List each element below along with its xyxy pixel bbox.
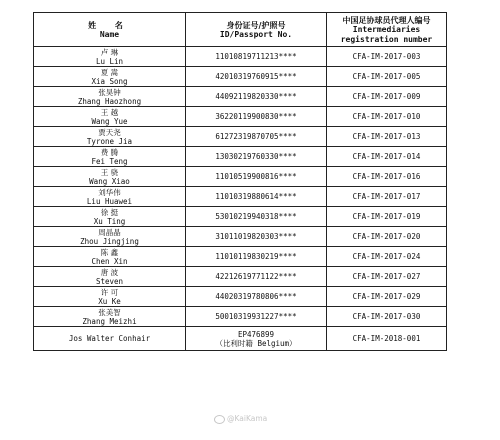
- name-en: Xu Ting: [93, 216, 126, 226]
- registration-cell: CFA-IM-2017-024: [327, 247, 447, 267]
- registration-cell: CFA-IM-2017-016: [327, 167, 447, 187]
- name-en: Chen Xin: [91, 256, 128, 266]
- name-cell: [34, 207, 186, 227]
- name-zh: 唐 波: [100, 267, 119, 277]
- name-zh: 陈 鑫: [100, 247, 119, 257]
- registration-cell: CFA-IM-2017-005: [327, 67, 447, 87]
- registration-cell: CFA-IM-2017-014: [327, 147, 447, 167]
- header-registration: [327, 13, 447, 47]
- id-cell: 44020319780806****: [186, 287, 327, 307]
- weibo-icon: [214, 415, 225, 424]
- header-reg-en-2: registration number: [340, 34, 433, 44]
- registration-cell: CFA-IM-2017-027: [327, 267, 447, 287]
- table-header-row: [34, 13, 447, 47]
- id-cell: [186, 327, 327, 351]
- registration-cell: CFA-IM-2017-010: [327, 107, 447, 127]
- table-row: [34, 187, 447, 207]
- id-cell: 53010219940318****: [186, 207, 327, 227]
- id-cell: 61272319870705****: [186, 127, 327, 147]
- name-zh: 许 可: [100, 287, 119, 297]
- name-zh: 张美智: [98, 307, 121, 317]
- id-cell: 31011019820303****: [186, 227, 327, 247]
- name-en: Lu Lin: [95, 56, 124, 66]
- table-body: [34, 47, 447, 327]
- name-zh: 张昊钟: [98, 87, 121, 97]
- name-cell: [34, 167, 186, 187]
- id-cell: 11010519900816****: [186, 167, 327, 187]
- name-cell: [34, 47, 186, 67]
- table-row: [34, 167, 447, 187]
- name-cell: [34, 247, 186, 267]
- name-en: Xu Ke: [98, 296, 121, 306]
- id-cell: 44092119820330****: [186, 87, 327, 107]
- id-cell: 42010319760915****: [186, 67, 327, 87]
- registration-cell: CFA-IM-2017-009: [327, 87, 447, 107]
- name-zh: 贾天尧: [98, 127, 121, 137]
- table-row: [34, 107, 447, 127]
- registration-cell: CFA-IM-2017-003: [327, 47, 447, 67]
- registration-cell: CFA-IM-2017-019: [327, 207, 447, 227]
- header-reg-en-1: Intermediaries: [352, 24, 421, 34]
- table-row: [34, 227, 447, 247]
- table-row: [34, 67, 447, 87]
- table-row: [34, 87, 447, 107]
- table-row: [34, 267, 447, 287]
- registration-cell: CFA-IM-2017-020: [327, 227, 447, 247]
- name-en: Fei Teng: [91, 156, 128, 166]
- registration-cell: CFA-IM-2017-030: [327, 307, 447, 327]
- name-cell: [34, 107, 186, 127]
- name-en: Tyrone Jia: [86, 136, 133, 146]
- table-row: [34, 247, 447, 267]
- name-cell: [34, 227, 186, 247]
- header-name-zh: 姓 名: [88, 19, 131, 30]
- id-cell: 11010819711213****: [186, 47, 327, 67]
- registration-cell: CFA-IM-2017-029: [327, 287, 447, 307]
- watermark: [214, 414, 267, 424]
- watermark-text: @KaiKama: [227, 414, 268, 423]
- name-zh: 卢 琳: [100, 47, 119, 57]
- header-id-en: ID/Passport No.: [219, 29, 293, 39]
- name-en: Zhou Jingjing: [80, 236, 139, 246]
- name-zh: 王 越: [100, 107, 119, 117]
- name-cell: [34, 307, 186, 327]
- name-cell: [34, 187, 186, 207]
- table-row-last: [34, 327, 447, 351]
- name-cell: [34, 267, 186, 287]
- name-zh: 王 骁: [100, 167, 119, 177]
- name-en: Zhang Haozhong: [77, 96, 142, 106]
- name-cell: [34, 147, 186, 167]
- name-cell: [34, 67, 186, 87]
- id-cell: 36220119900830****: [186, 107, 327, 127]
- table-row: [34, 47, 447, 67]
- name-en: Wang Xiao: [89, 176, 130, 186]
- header-name: [34, 13, 186, 47]
- id-cell: 11010319880614****: [186, 187, 327, 207]
- id-line-1: EP476899: [237, 329, 275, 339]
- name-en: Xia Song: [91, 76, 128, 86]
- header-name-en: Name: [99, 29, 120, 39]
- name-en: Zhang Meizhi: [82, 316, 137, 326]
- name-en: Wang Yue: [91, 116, 128, 126]
- registration-cell: CFA-IM-2017-017: [327, 187, 447, 207]
- name-cell: [34, 87, 186, 107]
- registration-cell: CFA-IM-2018-001: [327, 327, 447, 351]
- name-cell: [34, 127, 186, 147]
- table-row: [34, 127, 447, 147]
- name-zh: 刘华伟: [98, 187, 121, 197]
- table-row: [34, 307, 447, 327]
- name-zh: 夏 嵩: [100, 67, 119, 77]
- name-en: Steven: [95, 276, 124, 286]
- header-reg-zh: 中国足协球员代理人编号: [342, 14, 431, 25]
- header-id: [186, 13, 327, 47]
- name-cell: Jos Walter Conhair: [34, 327, 186, 351]
- id-line-2: （比利时籍 Belgium）: [215, 338, 297, 348]
- registration-cell: CFA-IM-2017-013: [327, 127, 447, 147]
- name-zh: 徐 挺: [100, 207, 119, 217]
- header-id-zh: 身份证号/护照号: [226, 19, 286, 30]
- table-row: [34, 287, 447, 307]
- id-cell: 50010319931227****: [186, 307, 327, 327]
- name-cell: [34, 287, 186, 307]
- name-zh: 周晶晶: [98, 227, 121, 237]
- id-cell: 42212619771122****: [186, 267, 327, 287]
- name-en: Liu Huawei: [86, 196, 133, 206]
- intermediaries-table: [33, 12, 447, 351]
- name-zh: 费 腾: [100, 147, 119, 157]
- id-cell: 13030219760330****: [186, 147, 327, 167]
- id-cell: 11010119830219****: [186, 247, 327, 267]
- table-row: [34, 207, 447, 227]
- table-row: [34, 147, 447, 167]
